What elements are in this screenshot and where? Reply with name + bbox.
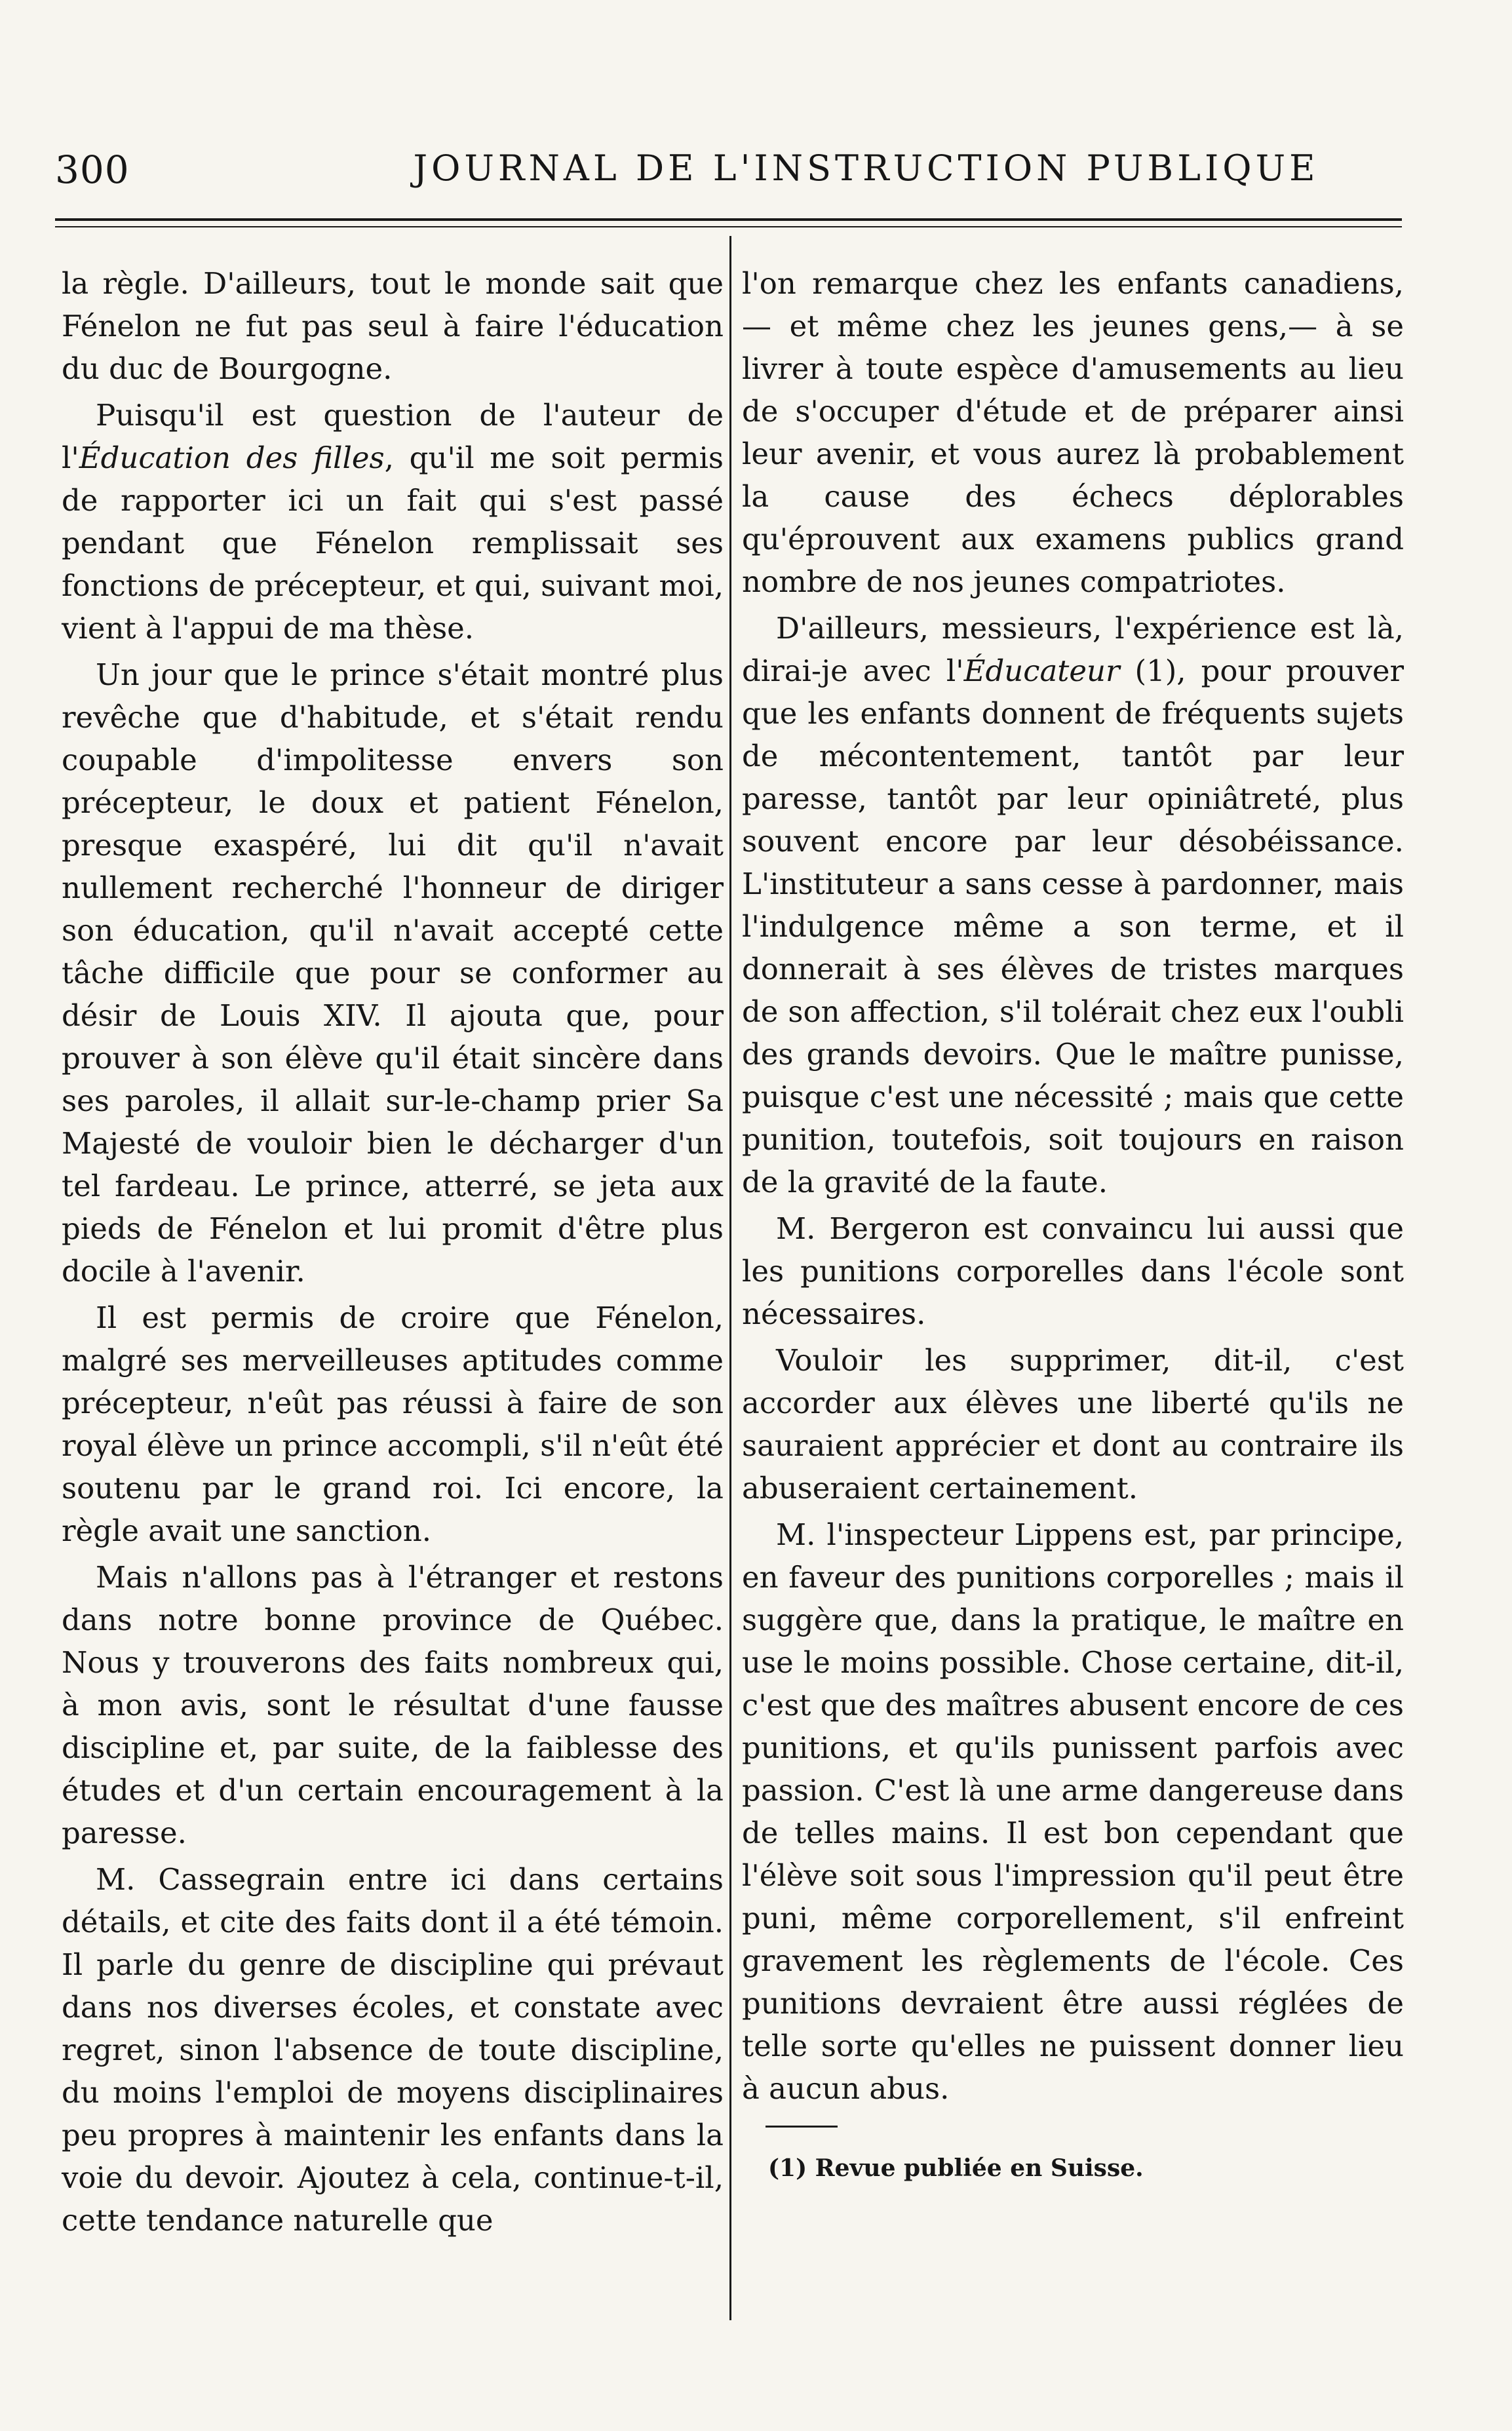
paragraph: Mais n'allons pas à l'étranger et restons dans notre bonne province de Québec. Nous y trouverons des faits nombreux qui, à mon avis, sont le résultat d'une fausse discipline et, par suite, de la faiblesse des études et d'un certain encouragement à la paresse. xyxy=(62,1560,724,1850)
page-number: 300 xyxy=(55,147,130,192)
text-run: , qu'il me soit permis de rapporter ici un fait qui s'est passé pendant que Fénelon remplissait ses fonctions de précepteur, et qui, suivant moi, vient à l'appui de ma thèse. xyxy=(62,440,724,646)
paragraph: Vouloir les supprimer, dit-il, c'est accorder aux élèves une liberté qu'ils ne sauraient apprécier et dont au contraire ils abuseraient certainement. xyxy=(742,1343,1404,1506)
header-rule xyxy=(55,218,1402,221)
footnote: (1) Revue publiée en Suisse. xyxy=(768,2154,1144,2182)
paragraph xyxy=(62,394,724,650)
paragraph: la règle. D'ailleurs, tout le monde sait que Fénelon ne fut pas seul à faire l'éducation du duc de Bourgogne. xyxy=(62,266,724,386)
paragraph: Il est permis de croire que Fénelon, malgré ses merveilleuses aptitudes comme précepteur, n'eût pas réussi à faire de son royal élève un prince accompli, s'il n'eût été soutenu par le grand roi. Ici encore, la règle avait une sanction. xyxy=(62,1300,724,1548)
right-column xyxy=(742,262,1404,2183)
book-title: Éducation des filles xyxy=(79,440,385,475)
footnote-rule xyxy=(766,2126,838,2128)
text-run: Puisqu'il est question de l'auteur de l' xyxy=(62,398,724,475)
paragraph xyxy=(742,607,1404,1203)
column-divider xyxy=(729,236,731,2320)
text-run: D'ailleurs, messieurs, l'expérience est là, dirai-je avec l' xyxy=(742,611,1404,688)
paragraph: l'on remarque chez les enfants canadiens, — et même chez les jeunes gens,— à se livrer à toute espèce d'amusements au lieu de s'occuper d'étude et de préparer ainsi leur avenir, et vous aurez là probablement la cause des échecs déplorables qu'éprouvent aux examens publics grand nombre de nos jeunes compatriotes. xyxy=(742,266,1404,599)
paragraph: M. l'inspecteur Lippens est, par principe, en faveur des punitions corporelles ; mais il suggère que, dans la pratique, le maître en use le moins possible. Chose certaine, dit-il, c'est que des maîtres abusent encore de ces punitions, et qu'ils punissent parfois avec passion. C'est là une arme dangereuse dans de telles mains. Il est bon cependant que l'élève soit sous l'impression qu'il peut être puni, même corporellement, s'il enfreint gravement les règlements de l'école. Ces punitions devraient être aussi réglées de telle sorte qu'elles ne puissent donner lieu à aucun abus. xyxy=(742,1517,1404,2106)
journal-title: Éducateur xyxy=(963,653,1120,688)
page-header xyxy=(55,147,1402,206)
paragraph: M. Cassegrain entre ici dans certains détails, et cite des faits dont il a été témoin. Il parle du genre de discipline qui prévaut dans nos diverses écoles, et constate avec regret, sinon l'absence de toute discipline, du moins l'emploi de moyens disciplinaires peu propres à maintenir les enfants dans la voie du devoir. Ajoutez à cela, continue-t-il, cette tendance naturelle que xyxy=(62,1862,724,2238)
running-title: JOURNAL DE L'INSTRUCTION PUBLIQUE xyxy=(413,147,1319,189)
paragraph: M. Bergeron est convaincu lui aussi que les punitions corporelles dans l'école sont nécessaires. xyxy=(742,1211,1404,1331)
text-run: (1), pour prouver que les enfants donnent de fréquents sujets de mécontentement, tantôt par leur paresse, tantôt par leur opiniâtreté, plus souvent encore par leur désobéissance. L'instituteur a sans cesse à pardonner, mais l'indulgence même a son terme, et il donnerait à ses élèves de tristes marques de son affection, s'il tolérait chez eux l'oubli des grands devoirs. Que le maître punisse, puisque c'est une nécessité ; mais que cette punition, toutefois, soit toujours en raison de la gravité de la faute. xyxy=(742,653,1404,1199)
paragraph: Un jour que le prince s'était montré plus revêche que d'habitude, et s'était rendu coupable d'impolitesse envers son précepteur, le doux et patient Fénelon, presque exaspéré, lui dit qu'il n'avait nullement recherché l'honneur de diriger son éducation, qu'il n'avait accepté cette tâche difficile que pour se conformer au désir de Louis XIV. Il ajouta que, pour prouver à son élève qu'il était sincère dans ses paroles, il allait sur-le-champ prier Sa Majesté de vouloir bien le décharger d'un tel fardeau. Le prince, atterré, se jeta aux pieds de Fénelon et lui promit d'être plus docile à l'avenir. xyxy=(62,657,724,1289)
header-rule-thin xyxy=(55,226,1402,227)
left-column xyxy=(62,262,724,2246)
